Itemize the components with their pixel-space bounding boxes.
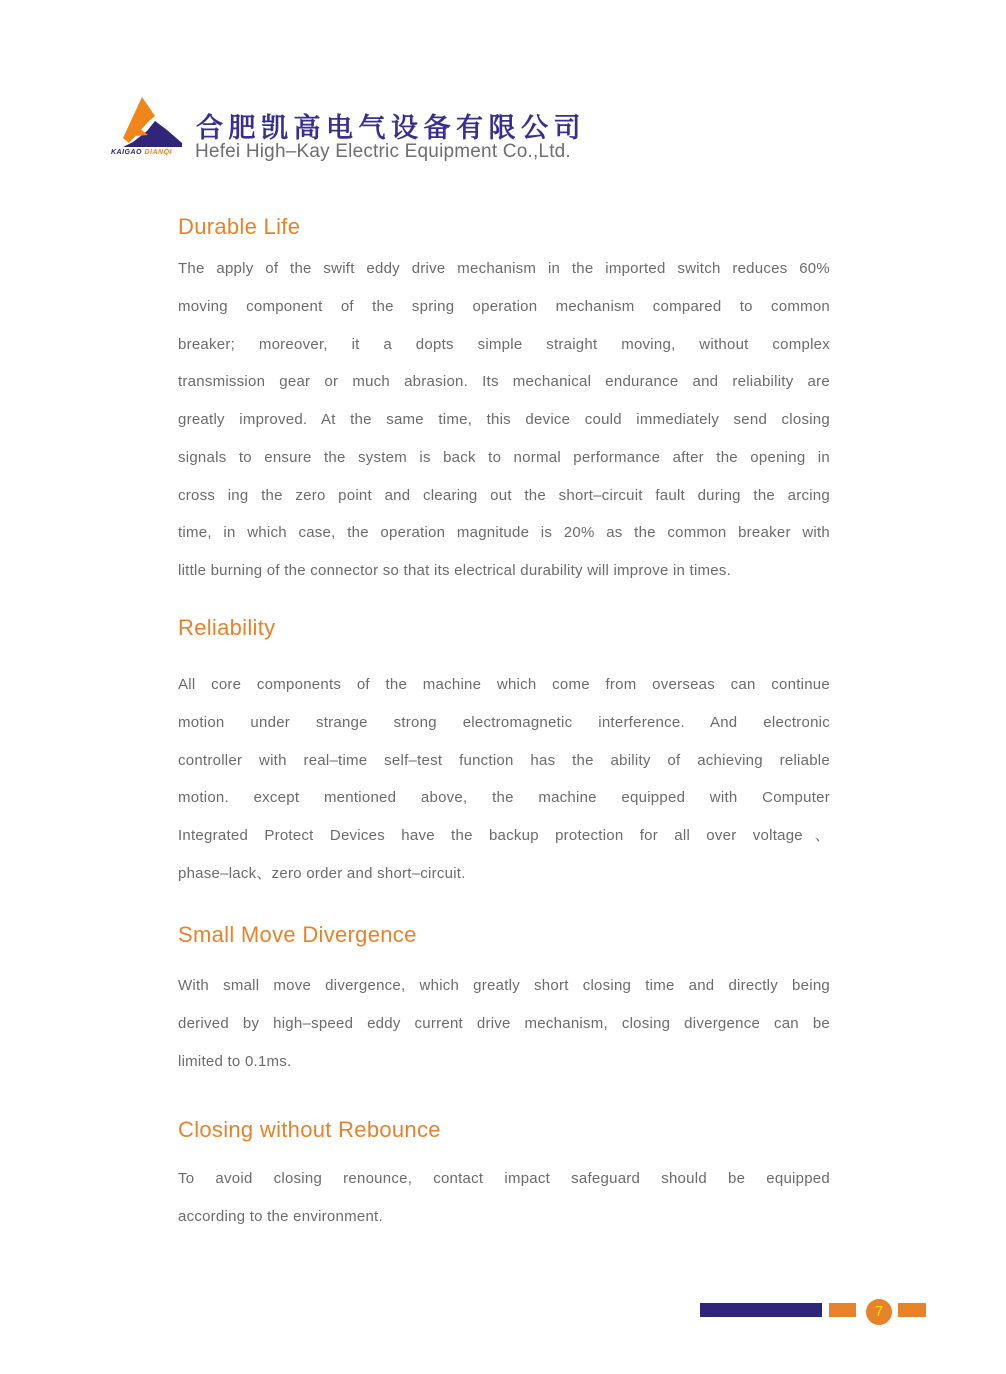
paragraph-line: little burning of the connector so that its electrical durability will improve in times.	[178, 562, 732, 579]
paragraph-line: The apply of the swift eddy drive mechanism in the imported switch reduces 60%	[178, 260, 830, 277]
logo-caption	[111, 149, 201, 156]
paragraph-line: With small move divergence, which greatly short closing time and directly being	[178, 977, 830, 994]
paragraph-line: according to the environment.	[178, 1207, 383, 1225]
paragraph-line: All core components of the machine which come from overseas can continue	[178, 676, 830, 693]
content-section	[178, 613, 830, 893]
content-section	[178, 1115, 830, 1236]
paragraph-line: moving component of the spring operation mechanism compared to common	[178, 297, 830, 315]
section-heading: Reliability	[178, 615, 276, 640]
section-paragraph	[178, 250, 830, 590]
paragraph-line: Integrated Protect Devices have the backup protection for all over voltage、	[178, 827, 830, 844]
paragraph-line: time, in which case, the operation magnitude is 20% as the common breaker with	[178, 524, 830, 542]
section-paragraph	[178, 967, 830, 1080]
paragraph-line: phase–lack、zero order and short–circuit.	[178, 864, 466, 882]
paragraph-line: To avoid closing renounce, contact impact safeguard should be equipped	[178, 1170, 830, 1187]
section-paragraph	[178, 1160, 830, 1236]
paragraph-line: motion under strange strong electromagnetic interference. And electronic	[178, 713, 830, 731]
company-logo-icon	[123, 97, 183, 150]
paragraph-line: limited to 0.1ms.	[178, 1052, 292, 1070]
footer-navy-bar	[700, 1303, 822, 1317]
paragraph-line: greatly improved. At the same time, this device could immediately send closing	[178, 411, 830, 428]
page-number-badge: 7	[866, 1299, 892, 1325]
paragraph-line: derived by high–speed eddy current drive mechanism, closing divergence can be	[178, 1014, 830, 1032]
section-paragraph	[178, 666, 830, 893]
logo-caption-kaigao: KAIGAO	[111, 149, 142, 156]
content-section	[178, 212, 830, 590]
company-name-english: Hefei High–Kay Electric Equipment Co.,Ltd.	[195, 141, 571, 162]
footer-orange-segment-left	[829, 1303, 856, 1317]
paragraph-line: cross ing the zero point and clearing out the short–circuit fault during the arcing	[178, 486, 830, 504]
content-section	[178, 920, 830, 1080]
paragraph-line: signals to ensure the system is back to normal performance after the opening in	[178, 448, 830, 466]
footer-orange-segment-right	[898, 1303, 926, 1317]
logo-caption-dianqi: DIANQI	[144, 149, 172, 156]
company-name-chinese: 合肥凯高电气设备有限公司	[196, 113, 586, 143]
paragraph-line: controller with real–time self–test function has the ability of achieving reliable	[178, 751, 830, 769]
paragraph-line: transmission gear or much abrasion. Its mechanical endurance and reliability are	[178, 373, 830, 391]
paragraph-line: motion. except mentioned above, the machine equipped with Computer	[178, 789, 830, 807]
section-heading: Small Move Divergence	[178, 922, 417, 947]
section-heading: Closing without Rebounce	[178, 1117, 441, 1142]
paragraph-line: breaker; moreover, it a dopts simple straight moving, without complex	[178, 335, 830, 353]
section-heading: Durable Life	[178, 214, 301, 239]
